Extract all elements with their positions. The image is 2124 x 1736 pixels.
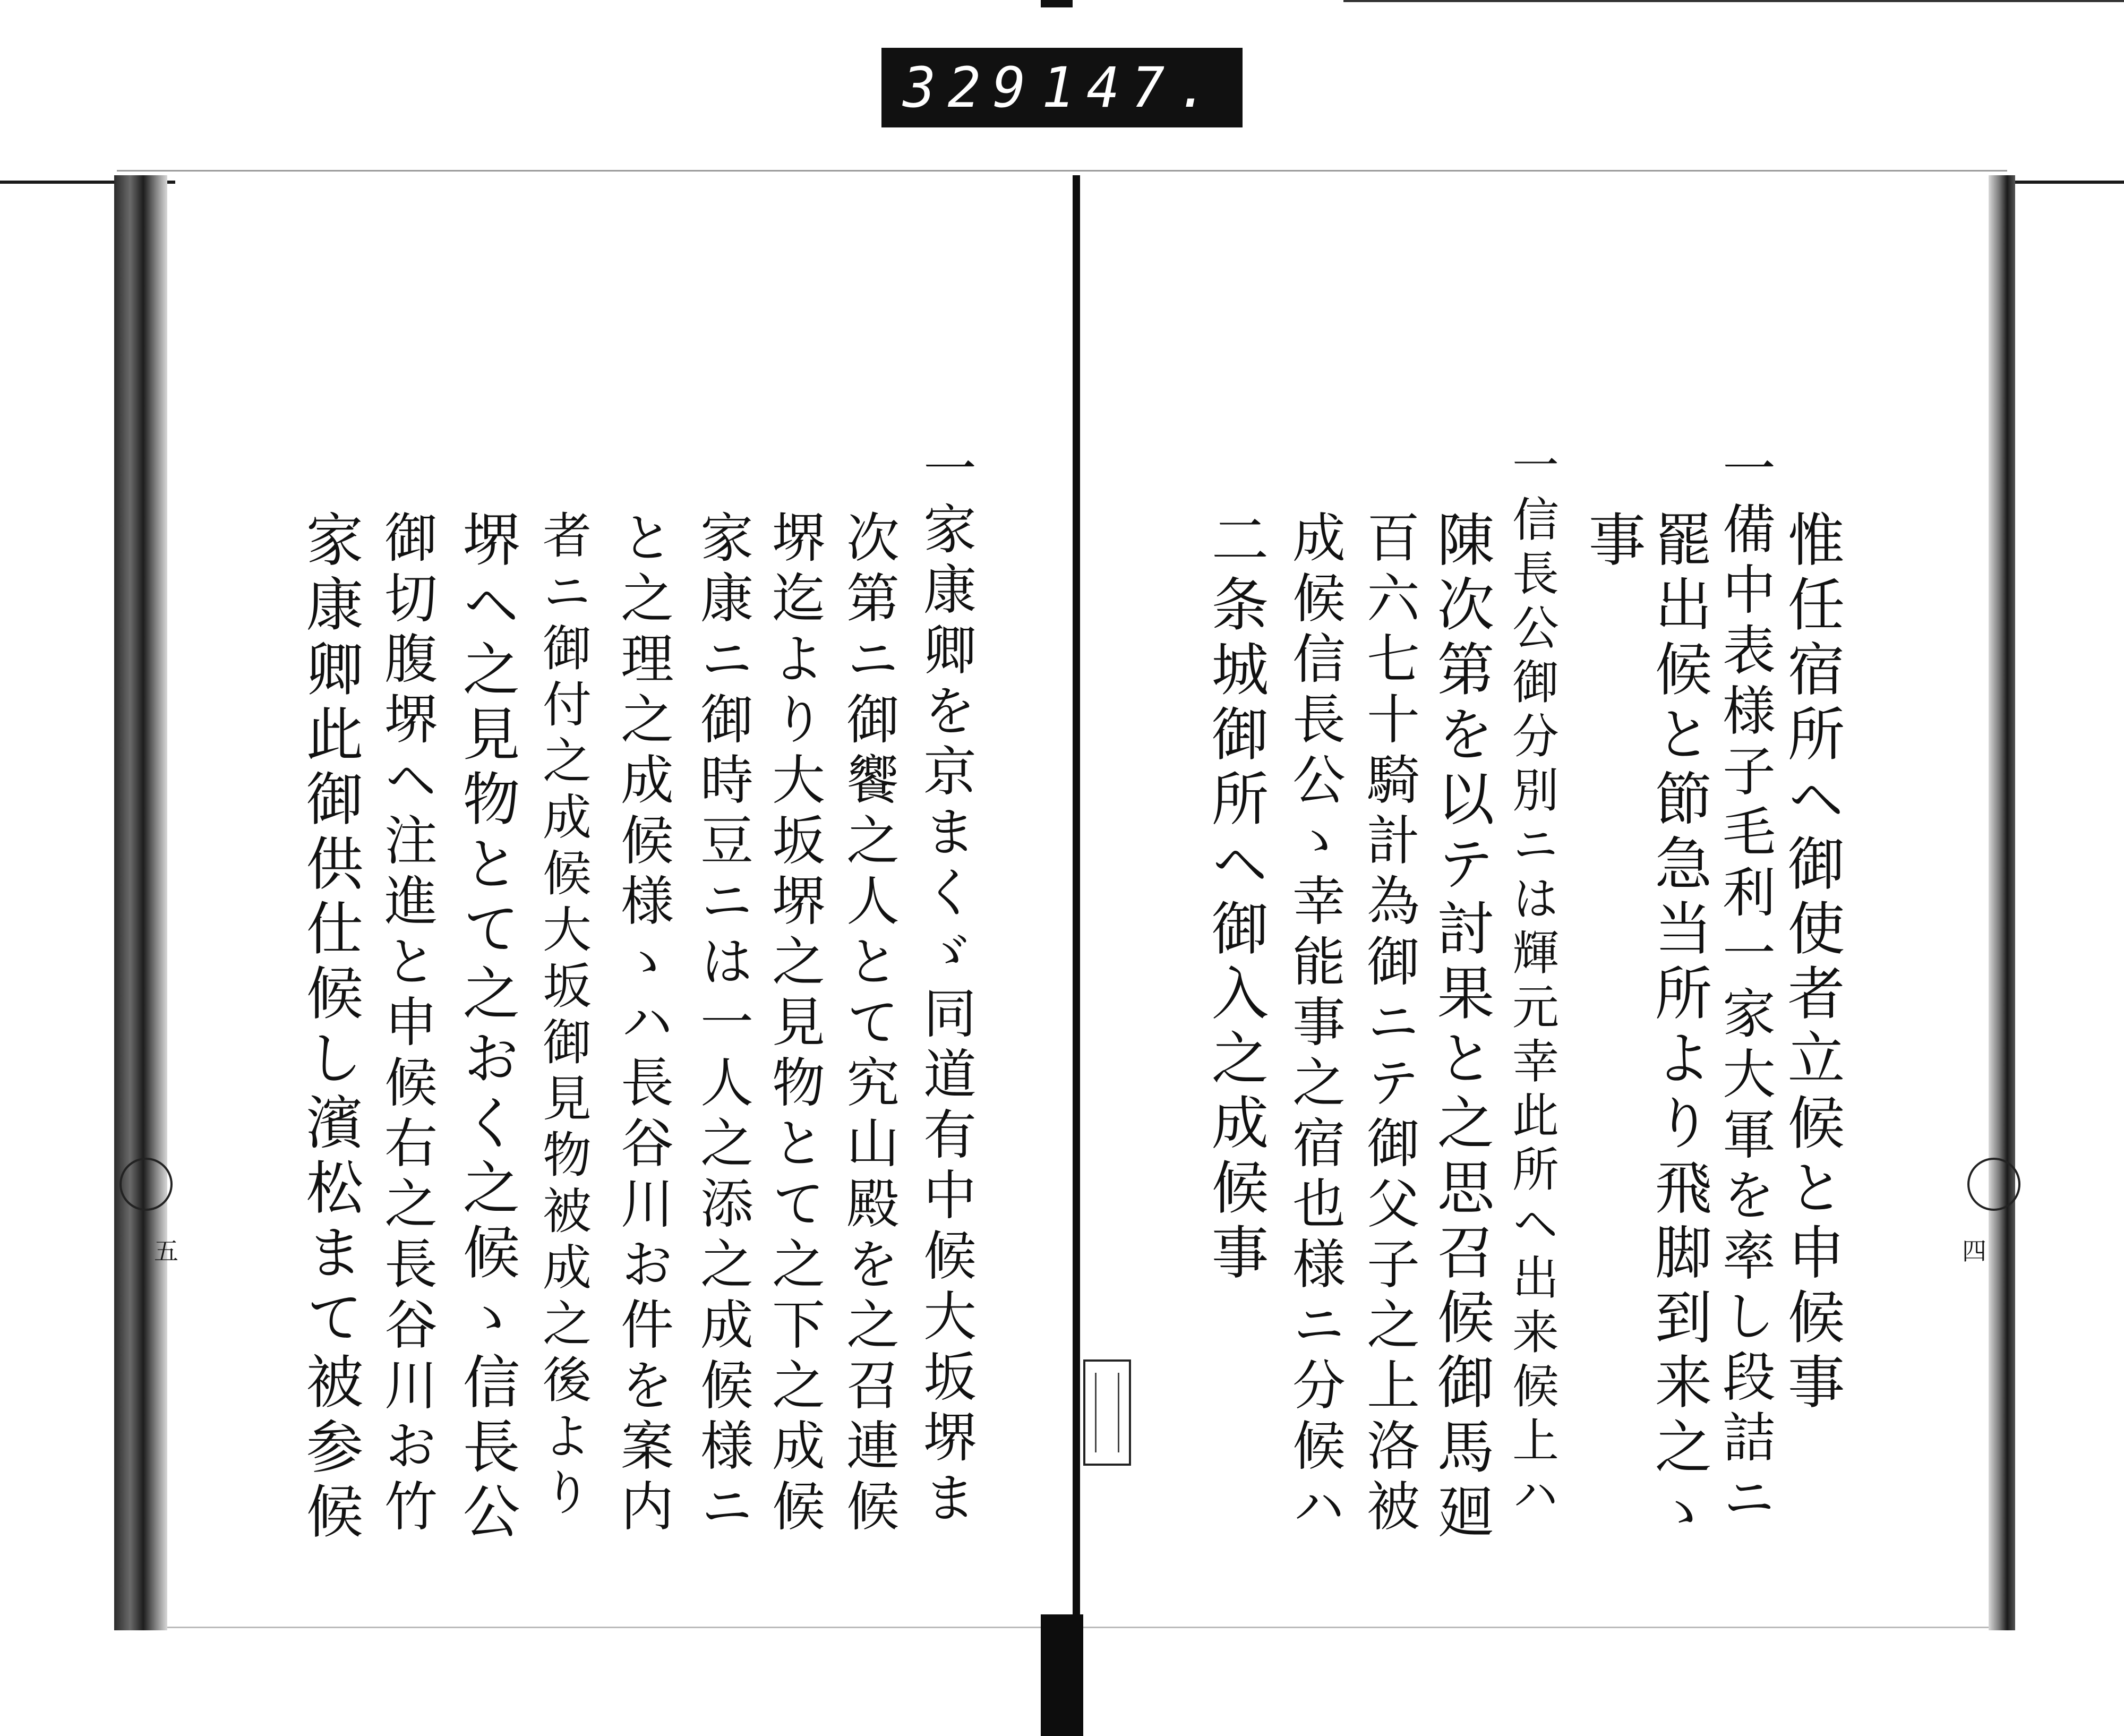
left-folio-number: 五: [154, 1237, 178, 1265]
left-page-column-3: 堺迄より大坂堺之見物とて之下之成候: [763, 510, 825, 1539]
frame-counter: [881, 48, 1243, 127]
left-page-column-7: 堺ヘ之見物とて之おく之候ゝ信長公: [453, 510, 519, 1546]
counter-left-number: 329: [903, 55, 1038, 120]
top-edge-mark: [1041, 0, 1073, 7]
book-spine: [1073, 175, 1080, 1620]
left-binding-hole: [119, 1158, 173, 1211]
left-page-column-9: 家康卿此御供仕候し濱松まて被参候: [296, 510, 363, 1546]
right-page-column-2: 一備中表様子毛利一家大軍を率し段詰ニ: [1714, 441, 1776, 1530]
counter-right-number: 147.: [1041, 55, 1221, 120]
right-page-column-5: 一信長公御分別ニは輝元幸此所ヘ出来候上ハ: [1505, 441, 1560, 1524]
left-page-column-2: 次第ニ御饗之人とて究山殿を之召連候: [837, 510, 900, 1539]
right-book-edge: [1989, 175, 2015, 1630]
right-edge-rule: [1997, 181, 2124, 184]
gutter-stamp: [1083, 1359, 1131, 1466]
right-page-column-3: 罷出候と節急当所より飛脚到来之ゝ: [1645, 510, 1711, 1546]
left-page-column-5: と之理之成候様ゝハ長谷川お件を案内: [612, 510, 674, 1539]
right-page-column-6: 陳次第を以テ討果と之思召候御馬廻: [1427, 510, 1494, 1546]
left-page-column-4: 家康ニ御時豆ニは一人之添之成候様ニ: [691, 510, 753, 1539]
right-binding-hole: [1967, 1158, 2020, 1211]
left-page-column-6: 者ニ御付之成候大坂御見物被成之後より: [535, 510, 592, 1523]
left-page-column-1: 一家康卿を京まくゞ同道有中候大坂堺ま: [914, 441, 977, 1530]
left-book-edge: [114, 175, 167, 1630]
top-edge-line: [1343, 0, 2124, 2]
right-page-column-4: 事: [1579, 510, 1645, 575]
gutter-stamp-inner: [1095, 1373, 1119, 1452]
right-page-column-7: 百六七十騎計為御ニテ御父子之上洛被: [1358, 510, 1420, 1539]
right-folio-number: 四: [1962, 1237, 1986, 1265]
right-page-column-8: 成候信長公ゝ幸能事之宿也様ニ分候ハ: [1283, 510, 1346, 1539]
spine-clip: [1041, 1614, 1083, 1736]
left-page-column-8: 御切腹堺ヘ注進と申候右之長谷川お竹: [375, 510, 438, 1539]
right-page-column-1: 惟任宿所ヘ御使者立候と申候事: [1778, 510, 1844, 1417]
right-page-column-9: 二条城御所ヘ御入之成候事: [1202, 510, 1268, 1287]
